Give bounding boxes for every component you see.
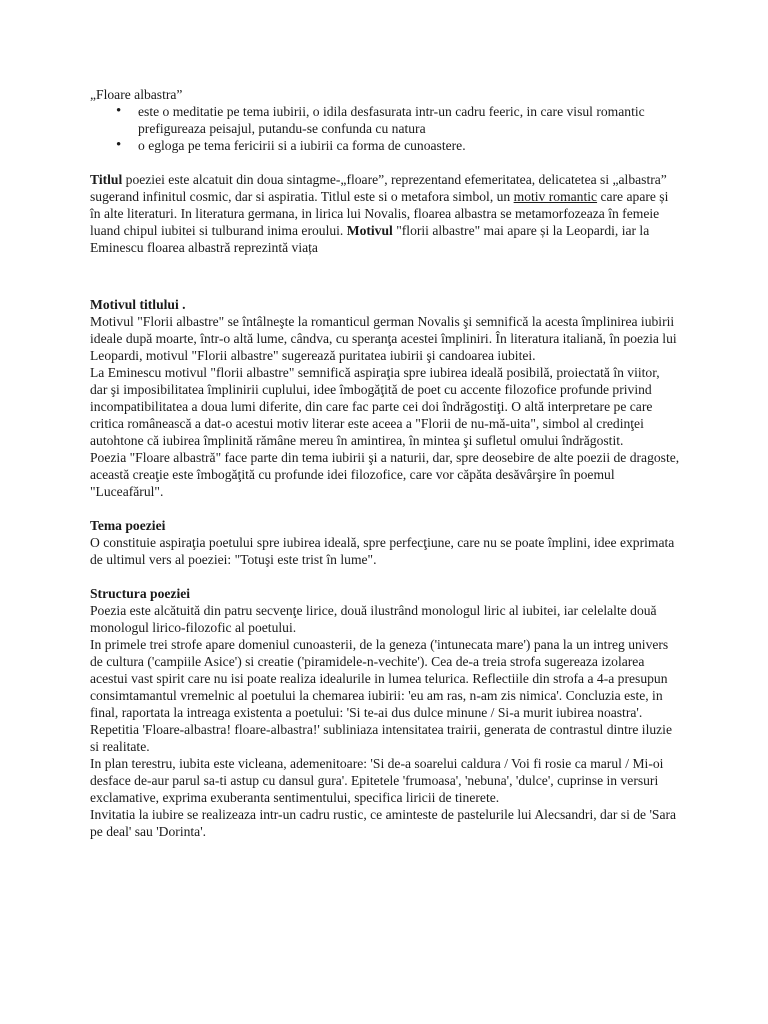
heading-text: Tema poeziei [90,518,166,533]
section-heading [90,296,680,313]
spacer [90,154,680,171]
heading-text: Structura poeziei [90,586,191,601]
section-heading [90,517,680,534]
list-item: • o egloga pe tema fericirii si a iubirii ca forma de cunoastere. [138,137,680,154]
paragraph: La Eminescu motivul "florii albastre" semnifică aspiraţia spre iubirea ideală posibilă, proiectată în viitor, dar şi imposibilitatea împlinirii cuplului, idee îmbogăţită de poet cu accente filozofice profunde privind incompatibilitatea a doua lumi diferite, din care fac parte cei doi îndrăgostiţi. O altă interpretare pe care critica românească a dat-o acestui motiv literar este aceea a "Florii de nu-mă-uita", simbol al credinţei autohtone că iubirea împlinită rămâne mereu în amintirea, în mintea şi sufletul omului îndrăgostit. [90,365,660,448]
spacer [90,256,680,296]
text-run: poeziei este alcatuit din doua sintagme-„floare”, reprezentand efemeritatea, delicatetea si „albastra” sugerand infinitul cosmic, dar si aspiratia. Titlul este si o metafora simbol, un [90,172,667,204]
underlined-term: motiv romantic [513,189,598,204]
bold-term: Motivul [346,223,393,238]
list-item: • este o meditatie pe tema iubirii, o idila desfasurata intr-un cadru feeric, in care visul romantic prefigureaza peisajul, putandu-se confunda cu natura [138,103,680,137]
text-run: "florii albastre" mai apare și la Leopardi, iar la Eminescu floarea albastră reprezintă viața [90,223,650,255]
paragraph: In primele trei strofe apare domeniul cunoasterii, de la geneza ('intunecata mare') pana la un intreg univers de cultura ('campiile Asice') si creatie ('piramidele-n-vechite'). Cea de-a treia strofa sugereaza izolarea acestui vast spirit care nu isi poate realiza idealurile in lumea telurica. Reflectiile din strofa a 4-a presupun consimtamantul vremelnic al poetului la chemarea iubirii: 'eu am ras, n-am zis nimica'. Concluzia este, in final, raportata la intreaga existenta a poetului: 'Si te-ai dus dulce minune / Si-a murit iubirea noastra'. Repetitia 'Floare-albastra! floare-albastra!' subliniaza intensitatea trairii, generata de contrastul dintre iluzie si realitate. [90,637,672,754]
paragraph: Poezia "Floare albastră" face parte din tema iubirii şi a naturii, dar, spre deosebire de alte poezii de dragoste, această creaţie este îmbogăţită cu profunde idei filozofice, care vor căpăta desăvârşire în poemul "Luceafărul". [90,450,680,499]
paragraph: Invitatia la iubire se realizeaza intr-un cadru rustic, ce aminteste de pastelurile lui Alecsandri, dar si de 'Sara pe deal' sau 'Dorinta'. [90,807,677,839]
paragraph: In plan terestru, iubita este vicleana, ademenitoare: 'Si de-a soarelui caldura / Voi fi rosie ca marul / Mi-oi desface de-aur parul sa-ti astup cu dansul gura'. Epitetele 'frumoasa', 'nebuna', 'dulce', cuprinse in versuri exclamative, exprima exuberanta sentimentului, specifica liricii de tinerete. [90,756,664,805]
spacer [90,500,680,517]
paragraph: Motivul "Florii albastre" se întâlneşte la romanticul german Novalis şi semnifică la acesta împlinirea iubirii ideale după moarte, într-o altă lume, cândva, cu speranţa acestei împliniri. În literatura italiană, în poezia lui Leopardi, motivul "Florii albastre" sugerează puritatea iubirii şi candoarea iubitei. [90,314,677,363]
paragraph: O constituie aspiraţia poetului spre iubirea ideală, spre perfecţiune, care nu se poate împlini, idee exprimata de ultimul vers al poeziei: "Totuşi este trist în lume". [90,535,675,567]
document-title: „Floare albastra” [90,87,183,102]
document-page [90,86,680,840]
section-heading [90,585,680,602]
heading-text: Motivul titlului . [90,297,186,312]
paragraph: Poezia este alcătuită din patru secvenţe lirice, două ilustrând monologul liric al iubitei, iar celelalte două monologul lirico-filozofic al poetului. [90,603,657,635]
text-run: care apare și în alte literaturi. In literatura germana, in lirica lui Novalis, floarea albastra se metamorfozeaza în femeie luand chipul iubitei si tulburand inima eroului. [90,189,669,238]
definition-list [90,103,680,154]
title-paragraph [90,171,680,256]
bold-term: Titlul [90,172,123,187]
spacer [90,568,680,585]
